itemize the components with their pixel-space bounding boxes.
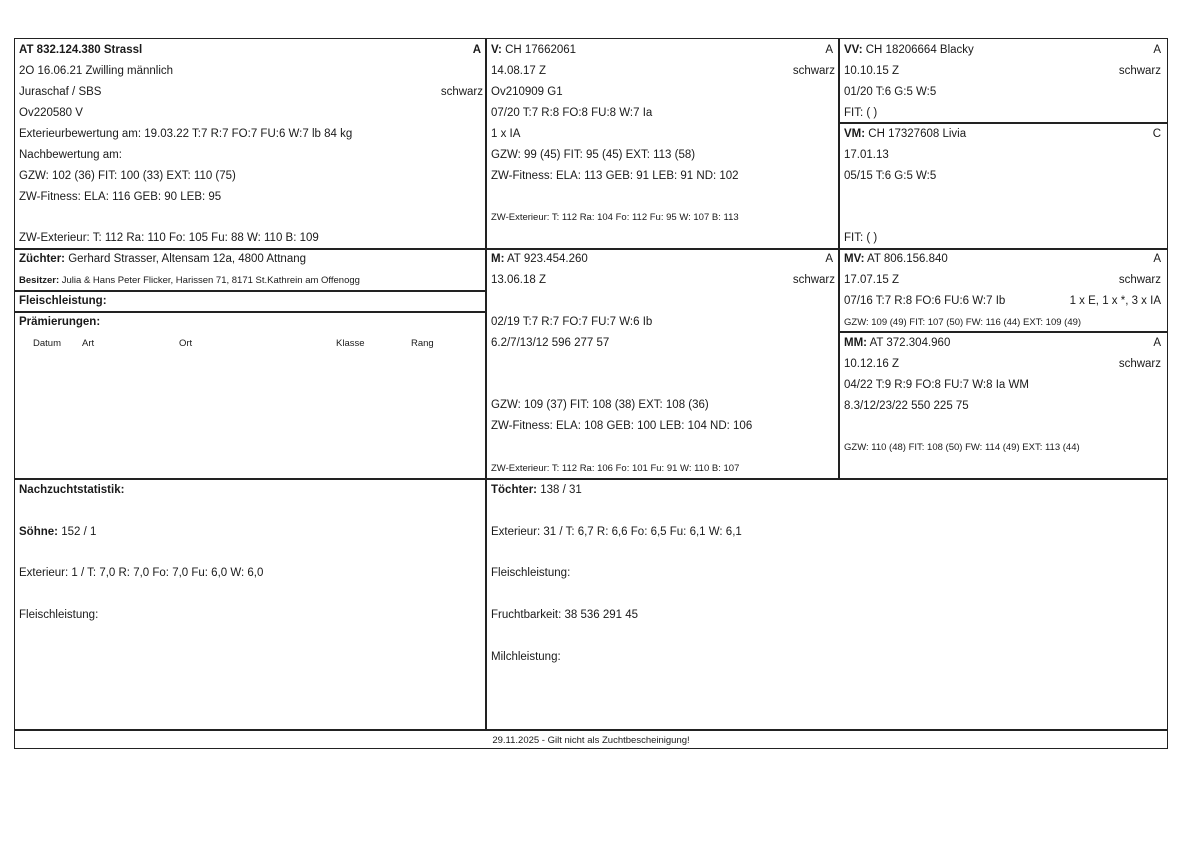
mother-id: AT 923.454.260 — [506, 253, 588, 265]
father-gzw: GZW: 99 (45) FIT: 95 (45) EXT: 113 (58) — [491, 149, 696, 161]
mv-grade: A — [1153, 253, 1161, 265]
mother-performance: 6.2/7/13/12 596 277 57 — [491, 337, 610, 349]
divider — [15, 290, 486, 292]
daughters-line — [491, 484, 582, 497]
animal-breed: Juraschaf / SBS — [19, 86, 102, 98]
vv-eval: 01/20 T:6 G:5 W:5 — [844, 86, 937, 98]
sons-meat-performance: Fleischleistung: — [19, 609, 99, 621]
mv-titles: 1 x E, 1 x *, 3 x IA — [1069, 295, 1161, 307]
animal-code: Ov220580 V — [19, 107, 83, 119]
mother-gzw: GZW: 109 (37) FIT: 108 (38) EXT: 108 (36) — [491, 399, 709, 411]
daughters-label: Töchter: — [491, 484, 537, 496]
sons-line — [19, 526, 96, 539]
animal-gzw: GZW: 102 (36) FIT: 100 (33) EXT: 110 (75) — [19, 170, 236, 182]
father-color: schwarz — [792, 65, 835, 77]
vm-label: VM: — [844, 128, 866, 140]
divider — [15, 248, 1167, 250]
breeder-line — [19, 253, 306, 266]
mv-gzw: GZW: 109 (49) FIT: 107 (50) FW: 116 (44) EXT: 109 (49) — [844, 317, 1082, 328]
exterior-evaluation: Exterieurbewertung am: 19.03.22 T:7 R:7 FO:7 FU:6 W:7 lb 84 kg — [19, 128, 353, 140]
mm-grade: A — [1153, 337, 1161, 349]
vv-fit: FIT: ( ) — [844, 107, 878, 119]
father-zw-exterior: ZW-Exterieur: T: 112 Ra: 104 Fo: 112 Fu: 95 W: 107 B: 113 — [491, 212, 739, 223]
father-code: Ov210909 G1 — [491, 86, 563, 98]
divider — [838, 39, 840, 479]
animal-grade: A — [472, 44, 481, 56]
father-date: 14.08.17 Z — [491, 65, 546, 77]
vv-id: CH 18206664 Blacky — [865, 44, 974, 56]
animal-birth: 2O 16.06.21 Zwilling männlich — [19, 65, 174, 77]
animal-color: schwarz — [440, 86, 483, 98]
mv-id: AT 806.156.840 — [867, 253, 948, 265]
animal-name: AT 832.124.380 Strassl — [19, 44, 143, 56]
vm-id: CH 17327608 Livia — [868, 128, 967, 140]
mother-label: M: — [491, 253, 505, 265]
father-titles: 1 x IA — [491, 128, 521, 140]
mm-id: AT 372.304.960 — [869, 337, 951, 349]
divider — [15, 478, 1167, 480]
breeder-value: Gerhard Strasser, Altensam 12a, 4800 Attnang — [68, 253, 307, 265]
mother-date: 13.06.18 Z — [491, 274, 546, 286]
divider — [839, 331, 1167, 333]
father-eval: 07/20 T:7 R:8 FO:8 FU:8 W:7 Ia — [491, 107, 653, 119]
daughters-value: 138 / 31 — [540, 484, 582, 496]
mother-header — [491, 253, 588, 266]
mother-eval: 02/19 T:7 R:7 FO:7 FU:7 W:6 Ib — [491, 316, 653, 328]
awards-col-class: Klasse — [336, 338, 365, 349]
animal-zw-exterior: ZW-Exterieur: T: 112 Ra: 110 Fo: 105 Fu: 88 W: 110 B: 109 — [19, 232, 319, 244]
daughters-exterior: Exterieur: 31 / T: 6,7 R: 6,6 Fo: 6,5 Fu: 6,1 W: 6,1 — [491, 526, 742, 538]
mv-date: 17.07.15 Z — [844, 274, 899, 286]
daughters-fertility: Fruchtbarkeit: 38 536 291 45 — [491, 609, 639, 621]
vm-eval: 05/15 T:6 G:5 W:5 — [844, 170, 937, 182]
sons-value: 152 / 1 — [61, 526, 97, 538]
owner-line — [19, 274, 360, 287]
mm-eval: 04/22 T:9 R:9 FO:8 FU:7 W:8 Ia WM — [844, 379, 1029, 391]
mm-color: schwarz — [1118, 358, 1161, 370]
awards-col-rank: Rang — [411, 338, 434, 349]
footer-note: 29.11.2025 - Gilt nicht als Zuchtbescheinigung! — [492, 735, 690, 746]
awards-col-place: Ort — [179, 338, 193, 349]
mv-eval: 07/16 T:7 R:8 FO:6 FU:6 W:7 Ib — [844, 295, 1006, 307]
mm-gzw: GZW: 110 (48) FIT: 108 (50) FW: 114 (49) EXT: 113 (44) — [844, 442, 1080, 453]
mm-header — [844, 337, 950, 350]
animal-zw-fitness: ZW-Fitness: ELA: 116 GEB: 90 LEB: 95 — [19, 191, 222, 203]
divider — [839, 122, 1167, 124]
owner-value: Julia & Hans Peter Flicker, Harissen 71, 8171 St.Kathrein am Offenogg — [61, 275, 360, 286]
vm-grade: C — [1152, 128, 1161, 140]
vv-color: schwarz — [1118, 65, 1161, 77]
mother-color: schwarz — [792, 274, 835, 286]
vv-grade: A — [1153, 44, 1161, 56]
meat-performance-label: Fleischleistung: — [19, 295, 107, 307]
father-zw-fitness: ZW-Fitness: ELA: 113 GEB: 91 LEB: 91 ND: 102 — [491, 170, 739, 182]
father-grade: A — [825, 44, 833, 56]
mother-grade: A — [825, 253, 833, 265]
mv-header — [844, 253, 948, 266]
awards-col-date: Datum — [33, 338, 61, 349]
father-label: V: — [491, 44, 502, 56]
mv-color: schwarz — [1118, 274, 1161, 286]
awards-label: Prämierungen: — [19, 316, 101, 328]
follow-up-evaluation: Nachbewertung am: — [19, 149, 122, 161]
vv-header — [844, 44, 974, 57]
father-header — [491, 44, 576, 57]
mother-zw-fitness: ZW-Fitness: ELA: 108 GEB: 100 LEB: 104 ND: 106 — [491, 420, 753, 432]
vv-label: VV: — [844, 44, 863, 56]
father-id: CH 17662061 — [505, 44, 577, 56]
owner-label: Besitzer: — [19, 275, 60, 286]
vm-header — [844, 128, 966, 141]
awards-col-type: Art — [82, 338, 95, 349]
divider — [15, 311, 486, 313]
vm-fit: FIT: ( ) — [844, 232, 878, 244]
mm-date: 10.12.16 Z — [844, 358, 899, 370]
breeder-label: Züchter: — [19, 253, 65, 265]
mm-performance: 8.3/12/23/22 550 225 75 — [844, 400, 969, 412]
progeny-label: Nachzuchtstatistik: — [19, 484, 125, 496]
daughters-meat-performance: Fleischleistung: — [491, 567, 571, 579]
daughters-milk-performance: Milchleistung: — [491, 651, 561, 663]
divider — [15, 729, 1167, 731]
pedigree-sheet — [14, 38, 1168, 749]
sons-label: Söhne: — [19, 526, 58, 538]
mother-zw-exterior: ZW-Exterieur: T: 112 Ra: 106 Fo: 101 Fu: 91 W: 110 B: 107 — [491, 463, 740, 474]
sons-exterior: Exterieur: 1 / T: 7,0 R: 7,0 Fo: 7,0 Fu: 6,0 W: 6,0 — [19, 567, 264, 579]
mm-label: MM: — [844, 337, 867, 349]
mv-label: MV: — [844, 253, 865, 265]
vm-date: 17.01.13 — [844, 149, 889, 161]
divider — [485, 39, 487, 730]
vv-date: 10.10.15 Z — [844, 65, 899, 77]
